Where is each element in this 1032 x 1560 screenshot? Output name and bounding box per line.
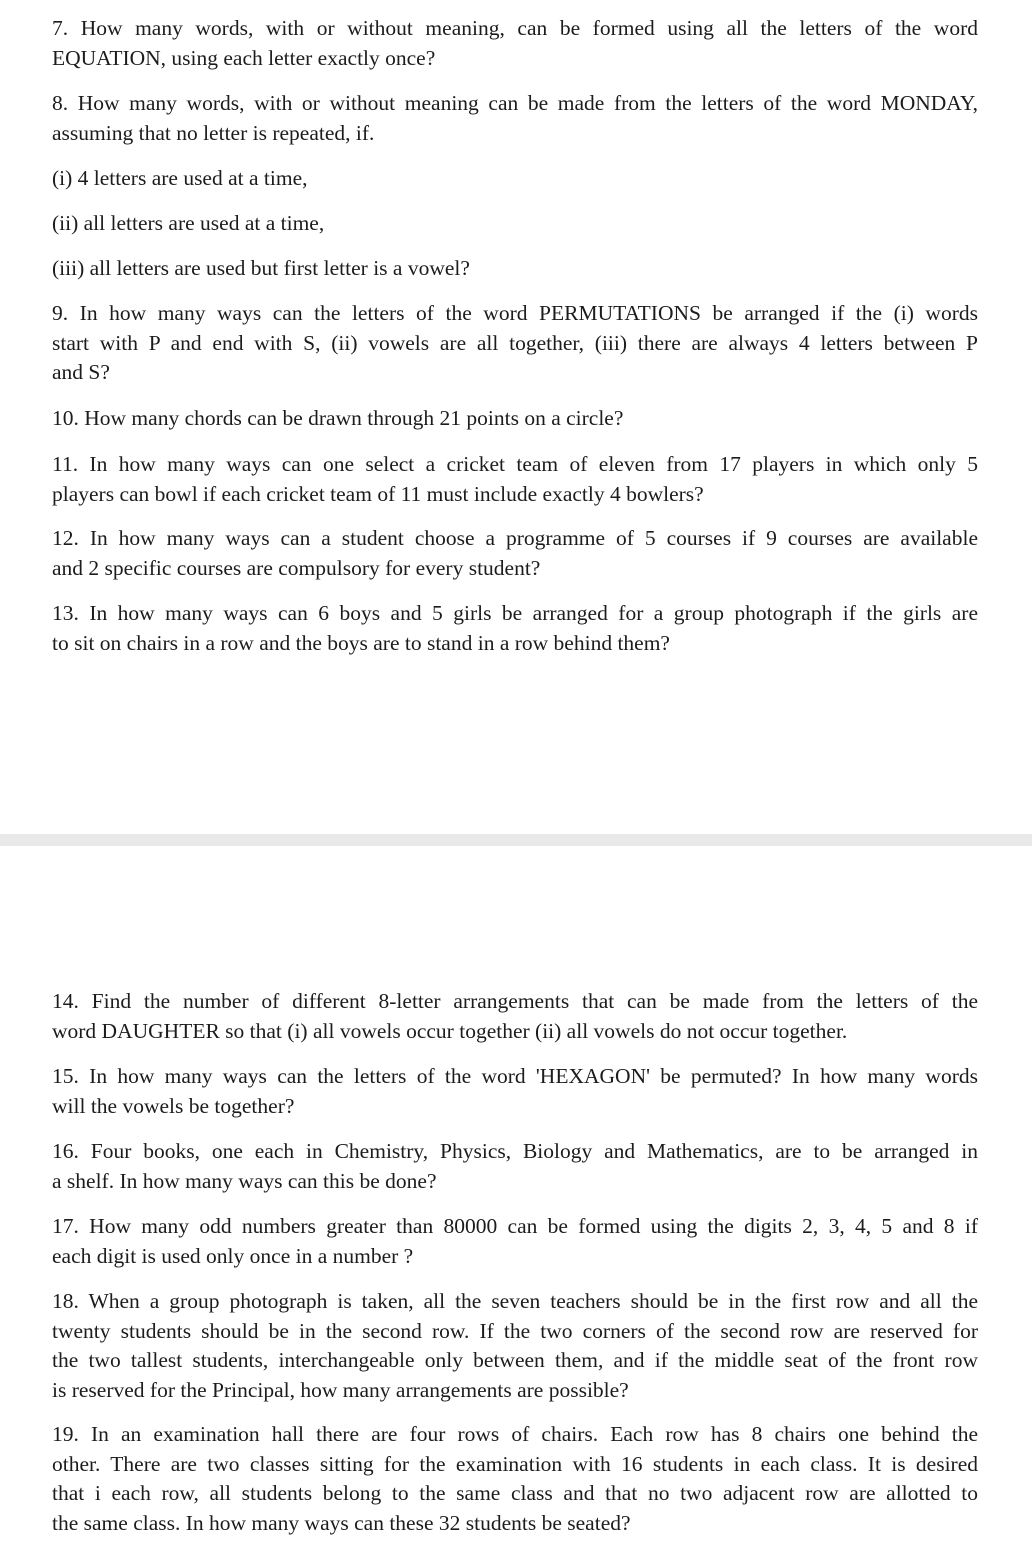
- question-line: the two tallest students, interchangeable only between them, and if the middle seat of the front row: [52, 1348, 978, 1372]
- question-16: [52, 1137, 978, 1196]
- question-14: [52, 987, 978, 1046]
- question-7: [52, 14, 978, 73]
- question-18: [52, 1287, 978, 1405]
- question-8-part-ii: [52, 209, 978, 239]
- question-line: other. There are two classes sitting for the examination with 16 students in each class. It is desired: [52, 1451, 978, 1476]
- question-12: [52, 524, 978, 583]
- question-line: will the vowels be together?: [52, 1093, 295, 1118]
- question-line: assuming that no letter is repeated, if.: [52, 120, 375, 145]
- question-17: [52, 1212, 978, 1271]
- question-11: [52, 450, 978, 509]
- question-8: [52, 89, 978, 148]
- question-line: each digit is used only once in a number ?: [52, 1243, 414, 1268]
- question-line: 16. Four books, one each in Chemistry, Physics, Biology and Mathematics, are to be arranged in: [52, 1139, 978, 1163]
- question-line: 9. In how many ways can the letters of the word PERMUTATIONS be arranged if the (i) words: [52, 301, 978, 325]
- question-line: 14. Find the number of different 8-letter arrangements that can be made from the letters of the: [52, 989, 978, 1013]
- question-line: and 2 specific courses are compulsory for every student?: [52, 555, 541, 580]
- question-19: [52, 1420, 978, 1538]
- question-line: 17. How many odd numbers greater than 80000 can be formed using the digits 2, 3, 4, 5 and 8 if: [52, 1214, 978, 1238]
- question-line: players can bowl if each cricket team of 11 must include exactly 4 bowlers?: [52, 481, 704, 506]
- question-line: 10. How many chords can be drawn through 21 points on a circle?: [52, 406, 624, 430]
- question-line: that i each row, all students belong to the same class and that no two adjacent row are allotted to: [52, 1481, 978, 1505]
- question-9: [52, 299, 978, 388]
- question-line: start with P and end with S, (ii) vowels are all together, (iii) there are always 4 letters between P: [52, 330, 978, 355]
- question-13: [52, 599, 978, 658]
- question-line: 13. In how many ways can 6 boys and 5 girls be arranged for a group photograph if the girls are: [52, 601, 978, 625]
- question-line: (iii) all letters are used but first letter is a vowel?: [52, 256, 470, 280]
- question-line: 19. In an examination hall there are four rows of chairs. Each row has 8 chairs one behind the: [52, 1422, 978, 1446]
- question-line: (ii) all letters are used at a time,: [52, 211, 325, 235]
- question-line: (i) 4 letters are used at a time,: [52, 166, 308, 190]
- question-line: 15. In how many ways can the letters of the word 'HEXAGON' be permuted? In how many words: [52, 1064, 978, 1088]
- question-line: EQUATION, using each letter exactly once?: [52, 45, 436, 70]
- question-line: to sit on chairs in a row and the boys are to stand in a row behind them?: [52, 630, 670, 655]
- question-8-part-i: [52, 164, 978, 194]
- question-line: 18. When a group photograph is taken, all the seven teachers should be in the first row and all the: [52, 1289, 978, 1313]
- question-line: 7. How many words, with or without meaning, can be formed using all the letters of the word: [52, 16, 978, 40]
- page-bottom: [0, 846, 1032, 1560]
- question-15: [52, 1062, 978, 1121]
- question-line: is reserved for the Principal, how many arrangements are possible?: [52, 1377, 629, 1402]
- question-line: a shelf. In how many ways can this be done?: [52, 1168, 437, 1193]
- question-line: and S?: [52, 360, 110, 384]
- question-line: twenty students should be in the second row. If the two corners of the second row are reserved for: [52, 1318, 978, 1343]
- question-line: 11. In how many ways can one select a cricket team of eleven from 17 players in which only 5: [52, 452, 978, 476]
- page-divider: [0, 834, 1032, 846]
- question-10: [52, 404, 978, 434]
- question-line: the same class. In how many ways can these 32 students be seated?: [52, 1510, 631, 1535]
- question-line: 8. How many words, with or without meaning can be made from the letters of the word MONDAY,: [52, 91, 978, 115]
- question-8-part-iii: [52, 254, 978, 284]
- question-line: word DAUGHTER so that (i) all vowels occur together (ii) all vowels do not occur together.: [52, 1018, 848, 1043]
- question-line: 12. In how many ways can a student choose a programme of 5 courses if 9 courses are available: [52, 526, 978, 550]
